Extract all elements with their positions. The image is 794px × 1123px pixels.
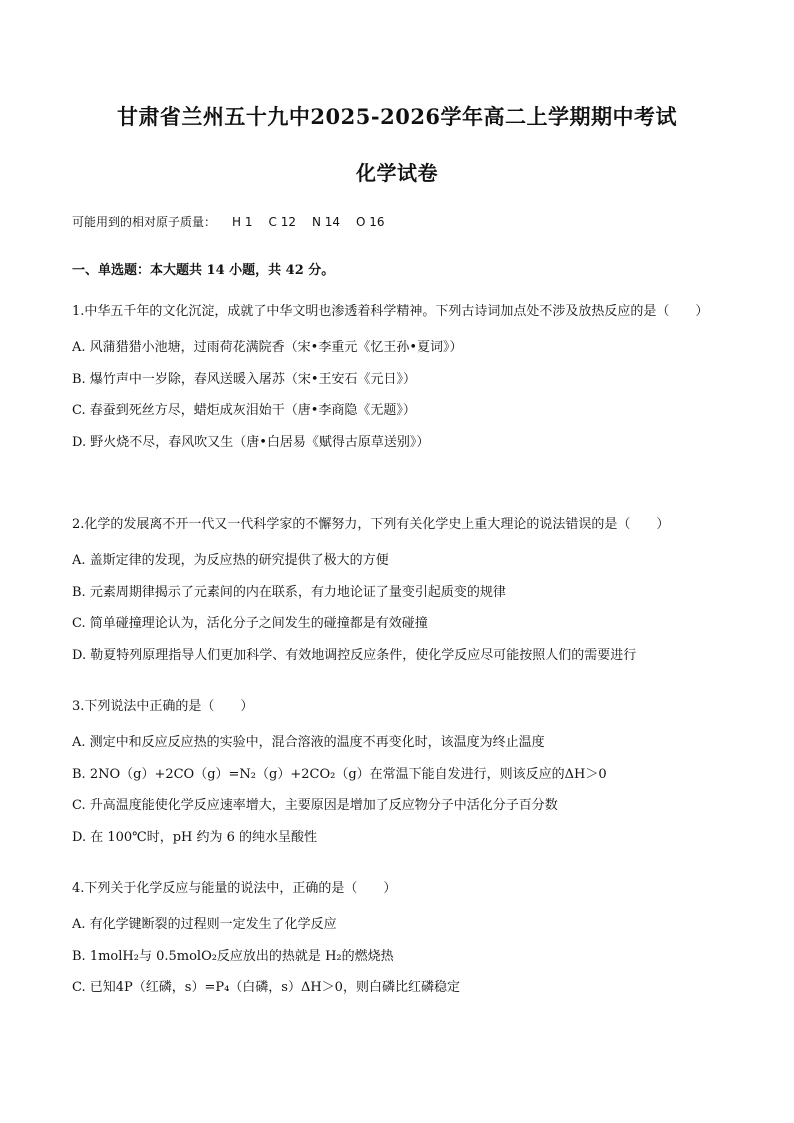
question-2 <box>72 511 722 671</box>
exam-title: 甘肃省兰州五十九中2025-2026学年高二上学期期中考试 <box>116 104 678 129</box>
option-b: B. 爆竹声中一岁除，春风送暖入屠苏（宋•王安石《元日》） <box>72 371 416 387</box>
question-stem: 1.中华五千年的文化沉淀，成就了中华文明也渗透着科学精神。下列古诗词加点处不涉及放热反应的是（ ） <box>72 304 709 319</box>
question-4 <box>72 875 722 1004</box>
option-a: A. 有化学键断裂的过程则一定发生了化学反应 <box>72 917 337 932</box>
option-c: C. 春蚕到死丝方尽，蜡炬成灰泪始干（唐•李商隐《无题》） <box>72 403 416 418</box>
atomic-mass-c: C 12 <box>268 215 296 229</box>
option-a: A. 盖斯定律的发现，为反应热的研究提供了极大的方便 <box>72 553 389 568</box>
option-c: C. 简单碰撞理论认为，活化分子之间发生的碰撞都是有效碰撞 <box>72 616 428 631</box>
option-b: B. 元素周期律揭示了元素间的内在联系，有力地论证了量变引起质变的规律 <box>72 584 506 600</box>
exam-subtitle: 化学试卷 <box>356 161 438 185</box>
option-d: D. 在 100℃时，pH 约为 6 的纯水呈酸性 <box>72 829 318 845</box>
option-c: C. 升高温度能使化学反应速率增大，主要原因是增加了反应物分子中活化分子百分数 <box>72 798 558 813</box>
question-stem: 3.下列说法中正确的是（ ） <box>72 699 254 714</box>
atomic-masses-label: 可能用到的相对原子质量： <box>72 215 217 229</box>
option-a: A. 风蒲猎猎小池塘，过雨荷花满院香（宋•李重元《忆王孙•夏词》） <box>72 340 463 355</box>
option-b: B. 1molH₂与 0.5molO₂反应放出的热就是 H₂的燃烧热 <box>72 948 394 964</box>
question-1 <box>72 298 722 458</box>
question-stem: 2.化学的发展离不开一代又一代科学家的不懈努力，下列有关化学史上重大理论的说法错误的是（ ） <box>72 517 670 532</box>
atomic-mass-o: O 16 <box>356 215 385 229</box>
question-stem: 4.下列关于化学反应与能量的说法中，正确的是（ ） <box>72 881 397 896</box>
atomic-masses-line <box>72 213 385 230</box>
atomic-mass-n: N 14 <box>311 215 341 229</box>
option-b: B. 2NO（g）+2CO（g）=N₂（g）+2CO₂（g）在常温下能自发进行，则该反应的ΔH＞0 <box>72 766 607 782</box>
option-c: C. 已知4P（红磷，s）=P₄（白磷，s）ΔH＞0，则白磷比红磷稳定 <box>72 980 460 995</box>
question-3 <box>72 693 722 853</box>
option-d: D. 勒夏特列原理指导人们更加科学、有效地调控反应条件，使化学反应尽可能按照人们的需要进行 <box>72 647 637 663</box>
option-d: D. 野火烧不尽，春风吹又生（唐•白居易《赋得古原草送别》） <box>72 434 430 450</box>
atomic-mass-h: H 1 <box>232 215 253 229</box>
section-heading: 一、单选题：本大题共 14 小题，共 42 分。 <box>72 263 335 278</box>
option-a: A. 测定中和反应反应热的实验中，混合溶液的温度不再变化时，该温度为终止温度 <box>72 735 545 750</box>
